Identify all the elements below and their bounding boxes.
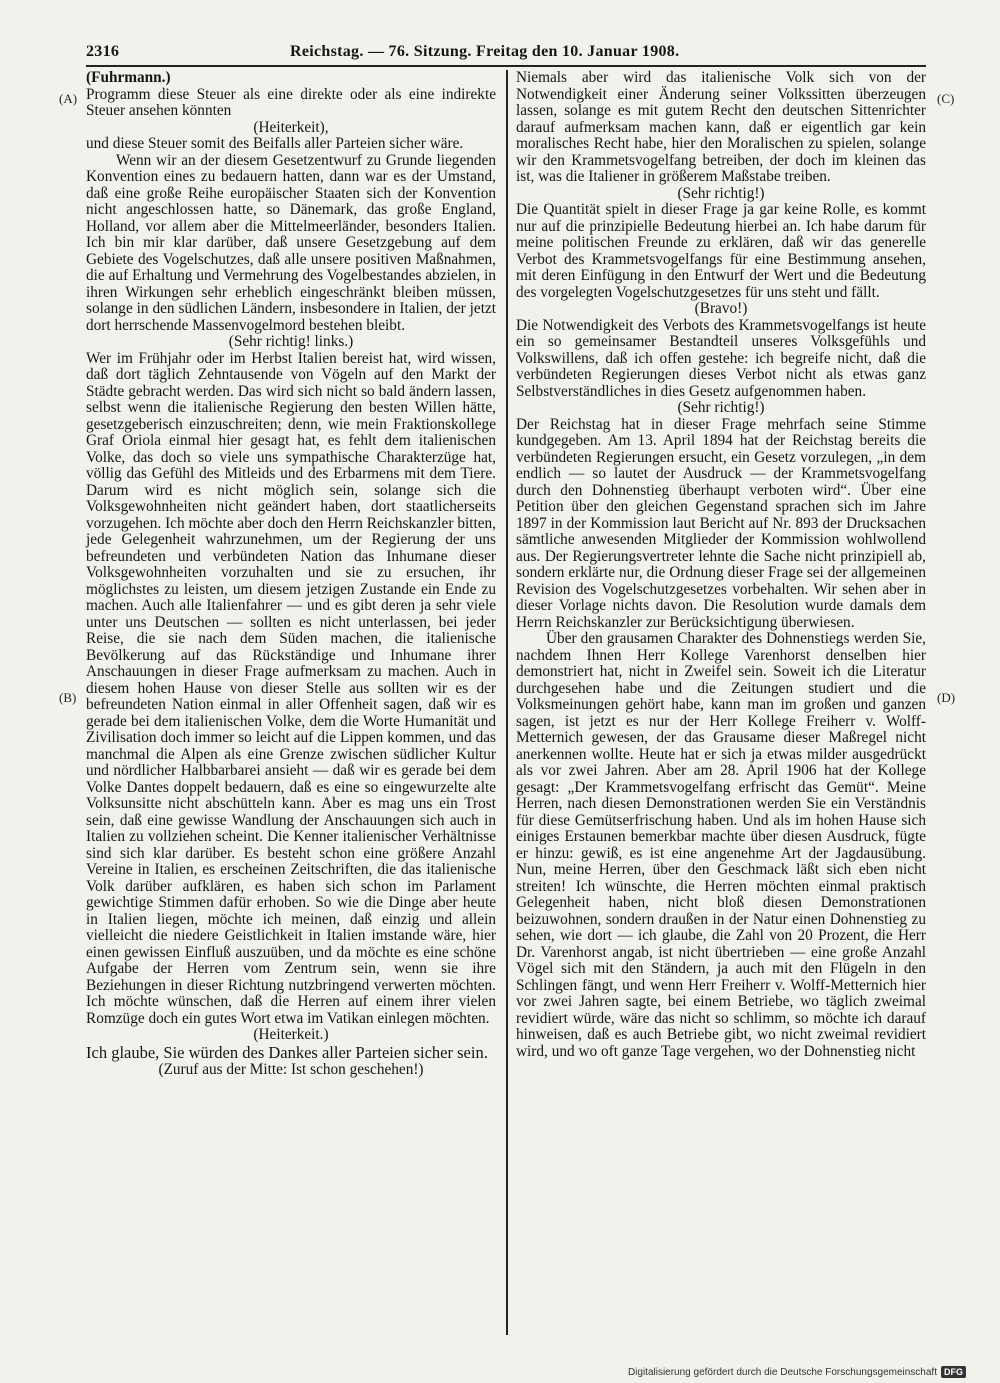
left-column xyxy=(86,70,496,1078)
interjection: (Sehr richtig! links.) xyxy=(228,333,354,350)
running-title: Reichstag. — 76. Sitzung. Freitag den 10. Januar 1908. xyxy=(290,43,680,60)
margin-marker-a: (A) xyxy=(59,91,78,106)
paragraph: Wenn wir an der diesem Gesetzentwurf zu Grunde liegenden Konvention eines zu bedauern hatten, dann war es der Umstand, daß eine große Reihe europäischer Staaten sich der Konvention nicht angeschlossen hatte, so Dänemark, das große England, Holland, vor allem aber die Mittelmeerländer, besonders Italien. Ich bin mir klar darüber, daß unsere Gesetzgebung auf dem Gebiete des Vogelschutzes, daß alle unsere positiven Maßnahmen, die auf Erhaltung und Vermehrung des Vogelbestandes abzielen, in ihren Wirkungen sehr erheblich eingeschränkt bleiben müssen, solange in den südlichen Ländern, insbesondere in Italien, der jetzt dort herrschende Massenvogelmord bestehen bleibt. xyxy=(86,151,496,334)
margin-marker-b: (B) xyxy=(59,690,77,705)
margin-marker-d: (D) xyxy=(937,690,956,705)
page-header xyxy=(86,43,926,67)
paragraph: Die Quantität spielt in dieser Frage ja gar keine Rolle, es kommt nur auf die prinzipielle Bedeutung hierbei an. Ich habe darum für meine politischen Freunde zu erklären, daß wir das generelle Verbot des Krammetsvogelfangs für eine Bestimmung ansehen, mit deren Einfügung in den Entwurf der Wert und die Bedeutung des vorgelegten Vogelschutzgesetzes für uns steht und fällt. xyxy=(516,201,926,301)
interjection: (Sehr richtig!) xyxy=(677,184,765,202)
paragraph: Niemals aber wird das italienische Volk sich von der Notwendigkeit einer Änderung seiner Volkssitten überzeugen lassen, solange es mit gutem Recht den deutschen Sittenrichter darauf aufmerksam machen kann, daß er eigentlich gar kein moralisches Recht habe, hier den Moralischen zu spielen, solange wir den Krammetsvogelfang betreiben, der doch im kleinen das ist, was die Italiener in größerem Maßstabe treiben. xyxy=(516,69,926,185)
interjection: (Sehr richtig!) xyxy=(677,399,765,416)
header-rule xyxy=(86,65,926,67)
paragraph: Der Reichstag hat in dieser Frage mehrfach seine Stimme kundgegeben. Am 13. April 1894 hat der Reichstag bereits die verbündeten Regierungen ersucht, ein Gesetz vorzulegen, „in dem endlich — so lautet der Ausdruck — der Krammetsvogelfang durch den Dohnenstieg überhaupt verboten wird“. Über eine Petition über den gleichen Gegenstand sprachen sich im Jahre 1897 in der Kommission laut Bericht auf Nr. 893 der Drucksachen sämtliche anwesenden Mitglieder der Kommission wohlwollend aus. Der Regierungsvertreter lehnte die Sache nicht prinzipiell ab, sondern erklärte nur, die Ordnung dieser Frage sei der allgemeinen Revision des Vogelschutzgesetzes vorbehalten. Wir sehen aber in dieser Vorlage nichts davon. Die Resolution wurde damals dem Herrn Reichskanzler zur Berücksichtigung überwiesen. xyxy=(516,415,926,631)
page-number: 2316 xyxy=(86,43,120,60)
interjection: (Heiterkeit.) xyxy=(253,1026,329,1043)
paragraph: Über den grausamen Charakter des Dohnenstiegs werden Sie, nachdem Ihnen Herr Kollege Varenhorst denselben hier demonstriert hat, nicht in Zweifel sein. Soweit ich die Literatur durchgesehen habe und die Zeitungen studiert und die Volksmeinungen gehört habe, kann man im großen und ganzen sagen, ist jetzt es nur der Herr Kollege Freiherr v. Wolff-Metternich gewesen, der das Grausame dieser Maßregel nicht anerkennen wollte. Heute hat er sich ja etwas milder ausgedrückt als vor zwei Jahren. Aber am 28. April 1906 hat der Kollege gesagt: „Der Krammetsvogelfang erfrischt das Gemüt“. Meine Herren, nach diesen Demonstrationen werden Sie ein Verständnis für diese Gemütserfrischung haben. Und als im hohen Hause sich einiges Erstaunen bemerkbar machte über diesen Ausdruck, fügte er hinzu: gewiß, es ist eine angenehme Art der Jagdausübung. Nun, meine Herren, über den Geschmack läßt sich eben nicht streiten! Ich wünschte, die Herren möchten einmal praktisch Gelegenheit haben, nicht bloß diesen Demonstrationen beizuwohnen, sondern draußen in der Natur einen Dohnenstieg zu sehen, wie dort — ich glaube, die Zahl von 20 Prozent, die Herr Dr. Varenhorst angab, ist nicht übertrieben — eine große Anzahl Vögel sich mit den Ständern, ja auch mit den Flügeln in den Schlingen fängt, und wenn Herr Freiherr v. Wolff-Metternich hier vor zwei Jahren sagte, bei einem Betriebe, wo täglich zweimal revidiert würde, wäre das nicht so schlimm, so möchte ich darauf hinweisen, daß es auch Betriebe gibt, wo nicht zweimal revidiert wird, und wo oft ganze Tage vergehen, wo der Dohnenstieg nicht xyxy=(516,630,926,1060)
margin-marker-c: (C) xyxy=(937,91,955,106)
paragraph: Programm diese Steuer als eine direkte oder als eine indirekte Steuer ansehen könnten xyxy=(86,85,496,119)
interjection: (Bravo!) xyxy=(694,300,748,317)
interjection: (Zuruf aus der Mitte: Ist schon geschehen!) xyxy=(158,1060,424,1078)
dfg-logo-icon: DFG xyxy=(941,1366,966,1378)
paragraph: Wer im Frühjahr oder im Herbst Italien bereist hat, wird wissen, daß dort täglich Zehntausende von Vögeln auf den Markt der Städte gebracht werden. Das wird sich nicht so bald ändern lassen, selbst wenn die italienische Regierung den besten Willen hätte, gesetzgeberisch einzuschreiten; denn, wie mein Fraktionskollege Graf Oriola einmal hier gesagt hat, es fehlt dem italienischen Volke, das doch so viele uns sympathische Charakterzüge hat, völlig das Gefühl des Mitleids und des Erbarmens mit dem Tiere. Darum wird es nicht möglich sein, solange sich die Volksgewohnheiten nicht geändert haben, dort staatlicherseits vorzugehen. Ich möchte aber doch den Herrn Reichskanzler bitten, jede Gelegenheit wahrzunehmen, um der Regierung der uns befreundeten und verbündeten Nation das Inhumane dieser Volksgewohnheiten vorzuhalten und sie zu ersuchen, ihr möglichstes zu leisten, um diesem jetzigen Zustande ein Ende zu machen. Auch alle Italienfahrer — und es gibt deren ja sehr viele unter uns Deutschen — sollten es nicht unterlassen, bei jeder Reise, die sie nach dem Süden machen, die italienische Bevölkerung auf das Rückständige und Inhumane ihrer Anschauungen in dieser Frage aufmerksam zu machen. Auch in diesem hohen Hause von dieser Stelle aus sollten wir es der befreundeten Nation einmal in aller Offenheit sagen, daß wir es gerade bei dem italienischen Volke, dem die Worte Humanität und Zivilisation doch immer so leicht auf die Lippen kommen, und das manchmal die Alpen als eine Grenze zwischen südlicher Kultur und nördlicher Halbbarbarei ansieht — daß wir es gerade bei dem Volke Dantes doppelt bedauern, daß es eine so eingewurzelte alte Volksunsitte nicht abschütteln kann. Aber es mag uns ein Trost sein, daß eine gewisse Wandlung der Anschauungen sich auch in Italien zu vollziehen scheint. Die Kenner italienischer Verhältnisse sind sich klar darüber. Es besteht schon eine größere Anzahl Vereine in Italien, es erscheinen Zeitschriften, die das italienische Volk darüber aufklären, es haben sich schon im Parlament gewichtige Stimmen dafür erhoben. So wie die Dinge aber heute in Italien liegen, möchte ich meinen, daß einzig und allein vielleicht die niedere Geistlichkeit in Italien imstande wäre, hier einen gewissen Einfluß auszuüben, und da möchte es eine schöne Aufgabe der Herren vom Zentrum sein, wenn sie ihre Beziehungen in dieser Richtung nutzbringend verwerten möchten. Ich möchte wünschen, daß die Herren auf einem ihrer vielen Romzüge doch ein gutes Wort etwa im Vatikan einlegen möchten. xyxy=(86,349,496,1027)
footer-credit xyxy=(628,1366,966,1378)
paragraph: Ich glaube, Sie würden des Dankes aller Parteien sicher sein. xyxy=(86,1042,488,1062)
paragraph: und diese Steuer somit des Beifalls aller Parteien sicher wäre. xyxy=(86,135,464,152)
speaker-name: (Fuhrmann.) xyxy=(86,69,171,86)
credit-text: Digitalisierung gefördert durch die Deutsche Forschungsgemeinschaft xyxy=(627,1366,937,1378)
right-column xyxy=(516,70,926,1060)
column-divider xyxy=(506,70,508,1335)
paragraph: Die Notwendigkeit des Verbots des Krammetsvogelfangs ist heute ein so gemeinsamer Bestandteil unseres Volksgefühls und Volkswillens, daß ich offen gestehe: ich begreife nicht, daß die verbündeten Regierungen dieses Verbot nicht als etwas ganz Selbstverständliches in dies Gesetz aufgenommen haben. xyxy=(516,316,926,400)
interjection: (Heiterkeit), xyxy=(253,118,329,136)
